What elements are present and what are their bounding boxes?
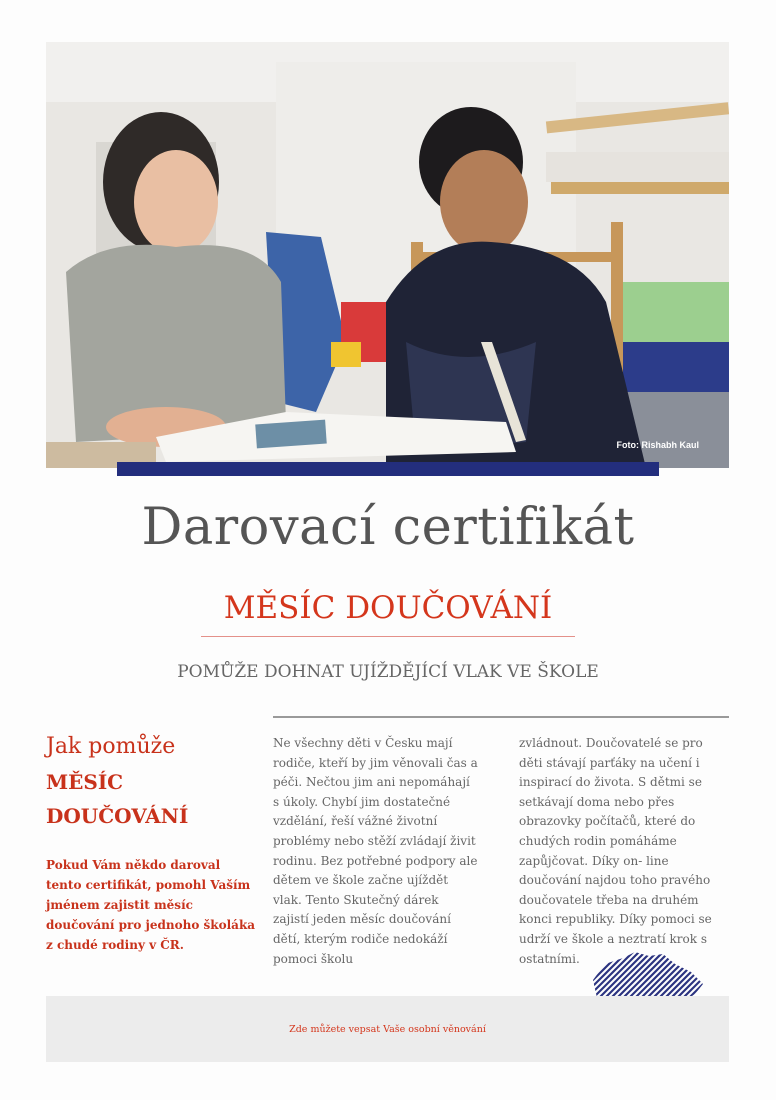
dedication-field[interactable] bbox=[46, 996, 729, 1062]
accent-bar bbox=[117, 462, 659, 476]
header-photo bbox=[46, 42, 729, 468]
how-it-helps-sub-2: DOUČOVÁNÍ bbox=[46, 804, 189, 828]
certificate-title: Darovací certifikát bbox=[141, 498, 635, 557]
dedication-placeholder: Zde můžete vepsat Vaše osobní věnování bbox=[289, 1023, 486, 1035]
how-it-helps-heading: Jak pomůže bbox=[46, 734, 176, 759]
column-divider bbox=[273, 716, 729, 718]
certificate-subtitle: MĚSÍC DOUČOVÁNÍ bbox=[223, 590, 553, 626]
how-it-helps-sub-1: MĚSÍC bbox=[46, 770, 124, 794]
photo-illustration bbox=[46, 42, 729, 468]
subtitle-underline bbox=[201, 636, 575, 637]
how-it-helps-description: Pokud Vám někdo daroval tento certifikát, pomohl Vaším jménem zajistit měsíc doučování pro jednoho školáka z chudé rodiny v ČR. bbox=[46, 858, 256, 952]
photo-credit: Foto: Rishabh Kaul bbox=[616, 440, 699, 450]
body-text-column-2: zvládnout. Doučovatelé se pro děti stávají parťáky na učení i inspirací do života. S dětmi se setkávají doma nebo přes obrazovky počítačů, které do chudých rodin pomáháme zapůjčovat. Díky on- line doučování najdou toho pravého doučovatele třeba na druhém konci republiky. Díky pomoci se udrží ve škole a neztratí krok s ostatními. bbox=[519, 736, 712, 966]
left-column bbox=[46, 734, 256, 955]
body-text-column-1: Ne všechny děti v Česku mají rodiče, kteří by jim věnovali čas a péči. Nečtou jim ani nepomáhají s úkoly. Chybí jim dostatečné vzdělání, řeší vážné životní problémy nebo stěží zvládají živit rodinu. Bez potřebné podpory ale dětem ve škole začne ujíždět vlak. Tento Skutečný dárek zajistí jeden měsíc doučování dětí, kterým rodiče nedokáží pomoci školu bbox=[273, 736, 478, 966]
certificate-tagline: POMŮŽE DOHNAT UJÍŽDĚJÍCÍ VLAK VE ŠKOLE bbox=[177, 662, 599, 682]
